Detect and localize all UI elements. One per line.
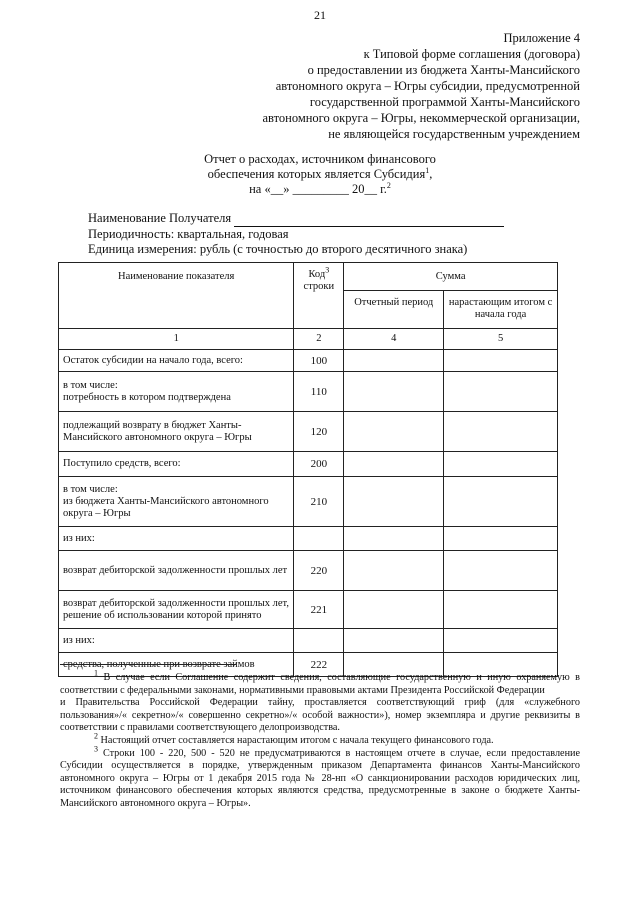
row-code: 222 xyxy=(294,653,344,677)
report-title-punct: , xyxy=(429,167,433,181)
report-date-text: на «__» _________ 20__ г. xyxy=(249,182,387,196)
row-name: в том числе: из бюджета Ханты-Мансийского автономного округа – Югры xyxy=(59,477,294,527)
footnote-mark: 2 xyxy=(94,731,98,741)
cell-period[interactable] xyxy=(344,551,444,591)
cell-cumulative[interactable] xyxy=(444,591,558,629)
row-name: из них: xyxy=(59,527,294,551)
column-numbers-row xyxy=(59,329,558,350)
header-cumulative: нарастающим итогом с начала года xyxy=(444,291,558,329)
footnotes xyxy=(60,668,580,811)
row-code xyxy=(294,527,344,551)
cell-period[interactable] xyxy=(344,350,444,372)
footnote-1-cont: и Правительства Российской Федерации тайну, проставляется соответствующий гриф (для «служебного пользования»/« секретно»/« совершенно секретно»/« особой важности»), номер экземпляра и другие реквизиты в соответствии с правилами соответствующего делопроизводства. xyxy=(60,697,580,734)
appendix-header xyxy=(220,30,580,142)
unit-of-measure: Единица измерения: рубль (с точностью до второго десятичного знака) xyxy=(88,242,468,256)
recipient-label: Наименование Получателя xyxy=(88,211,232,225)
cell-period[interactable] xyxy=(344,477,444,527)
cell-cumulative[interactable] xyxy=(444,527,558,551)
col-number: 2 xyxy=(294,329,344,350)
report-title xyxy=(0,152,640,197)
row-name: Остаток субсидии на начало года, всего: xyxy=(59,350,294,372)
row-name: возврат дебиторской задолженности прошлых лет xyxy=(59,551,294,591)
row-code: 120 xyxy=(294,412,344,452)
header-code-line2: строки xyxy=(303,281,335,292)
footnote-text: В случае если Соглашение содержит сведения, составляющие государственную и иную охраняемую в соответствии с федеральными законами, нормативными правовыми актами Президента Российской Федерации xyxy=(60,672,580,696)
appendix-line: Приложение 4 xyxy=(503,31,580,45)
footnote-separator xyxy=(60,664,236,665)
row-code: 221 xyxy=(294,591,344,629)
cell-cumulative[interactable] xyxy=(444,412,558,452)
report-title-line1: Отчет о расходах, источником финансового xyxy=(204,152,436,166)
cell-period[interactable] xyxy=(344,527,444,551)
periodicity: Периодичность: квартальная, годовая xyxy=(88,227,289,241)
row-code xyxy=(294,629,344,653)
cell-period[interactable] xyxy=(344,591,444,629)
header-code xyxy=(294,263,344,329)
recipient-line xyxy=(88,211,504,227)
col-number: 5 xyxy=(444,329,558,350)
appendix-line: автономного округа – Югры субсидии, предусмотренной xyxy=(275,79,580,93)
footnote-1 xyxy=(60,668,580,697)
row-code: 220 xyxy=(294,551,344,591)
row-code: 100 xyxy=(294,350,344,372)
cell-cumulative[interactable] xyxy=(444,452,558,477)
col-number: 1 xyxy=(59,329,294,350)
table-row xyxy=(59,551,558,591)
col-number: 4 xyxy=(344,329,444,350)
report-title-line2 xyxy=(0,167,640,182)
row-code: 110 xyxy=(294,372,344,412)
footnote-mark: 1 xyxy=(94,668,98,678)
report-info xyxy=(88,211,504,257)
table-row xyxy=(59,350,558,372)
cell-cumulative[interactable] xyxy=(444,372,558,412)
cell-period[interactable] xyxy=(344,372,444,412)
row-name: подлежащий возврату в бюджет Ханты-Мансийского автономного округа – Югры xyxy=(59,412,294,452)
table-row xyxy=(59,372,558,412)
appendix-line: государственной программой Ханты-Мансийского xyxy=(309,95,580,109)
report-title-text: обеспечения которых является Субсидия xyxy=(207,167,426,181)
table-header-row xyxy=(59,263,558,291)
footnote-ref-2: 2 xyxy=(386,180,391,190)
row-name: в том числе: потребность в котором подтверждена xyxy=(59,372,294,412)
table-row xyxy=(59,591,558,629)
cell-period[interactable] xyxy=(344,412,444,452)
header-name: Наименование показателя xyxy=(59,263,294,329)
row-name: средства, полученные при возврате займов xyxy=(59,653,294,677)
row-name: из них: xyxy=(59,629,294,653)
report-title-date xyxy=(0,182,640,197)
footnote-ref-1: 1 xyxy=(425,165,430,175)
recipient-field[interactable] xyxy=(234,211,504,227)
table-row xyxy=(59,477,558,527)
row-name: возврат дебиторской задолженности прошлых лет, решение об использовании которой принято xyxy=(59,591,294,629)
report-table xyxy=(58,262,558,677)
appendix-line: о предоставлении из бюджета Ханты-Мансийского xyxy=(307,63,580,77)
cell-period[interactable] xyxy=(344,629,444,653)
appendix-line: автономного округа – Югры, некоммерческой организации, xyxy=(262,111,580,125)
cell-cumulative[interactable] xyxy=(444,551,558,591)
footnote-ref-3: 3 xyxy=(325,265,330,275)
row-code: 200 xyxy=(294,452,344,477)
table-row xyxy=(59,452,558,477)
header-sum: Сумма xyxy=(344,263,558,291)
header-period: Отчетный период xyxy=(344,291,444,329)
header-code-text: Код xyxy=(308,269,326,280)
footnote-2 xyxy=(60,731,580,748)
table-row xyxy=(59,412,558,452)
table-row xyxy=(59,527,558,551)
row-name: Поступило средств, всего: xyxy=(59,452,294,477)
footnote-text: Строки 100 - 220, 500 - 520 не предусматриваются в настоящем отчете в случае, если предоставление Субсидии осуществляется в порядке, утвержденным приказом Департамента финансов Ханты-Мансийского автономного округа – Югры от 1 декабря 2015 года № 28-нп «О санкционировании расходов юридических лиц, источником финансового обеспечения которых являются средства, предусмотренные в законе о бюджете Ханты-Мансийского автономного округа – Югры». xyxy=(60,747,580,809)
appendix-line: к Типовой форме соглашения (договора) xyxy=(363,47,580,61)
cell-cumulative[interactable] xyxy=(444,350,558,372)
footnote-text: Настоящий отчет составляется нарастающим итогом с начала текущего финансового года. xyxy=(100,734,494,746)
table-row xyxy=(59,629,558,653)
footnote-3 xyxy=(60,744,580,811)
row-code: 210 xyxy=(294,477,344,527)
cell-period[interactable] xyxy=(344,452,444,477)
footnote-mark: 3 xyxy=(94,744,98,754)
appendix-line: не являющейся государственным учреждением xyxy=(328,127,580,141)
cell-cumulative[interactable] xyxy=(444,477,558,527)
page-number: 21 xyxy=(314,8,326,22)
cell-cumulative[interactable] xyxy=(444,629,558,653)
